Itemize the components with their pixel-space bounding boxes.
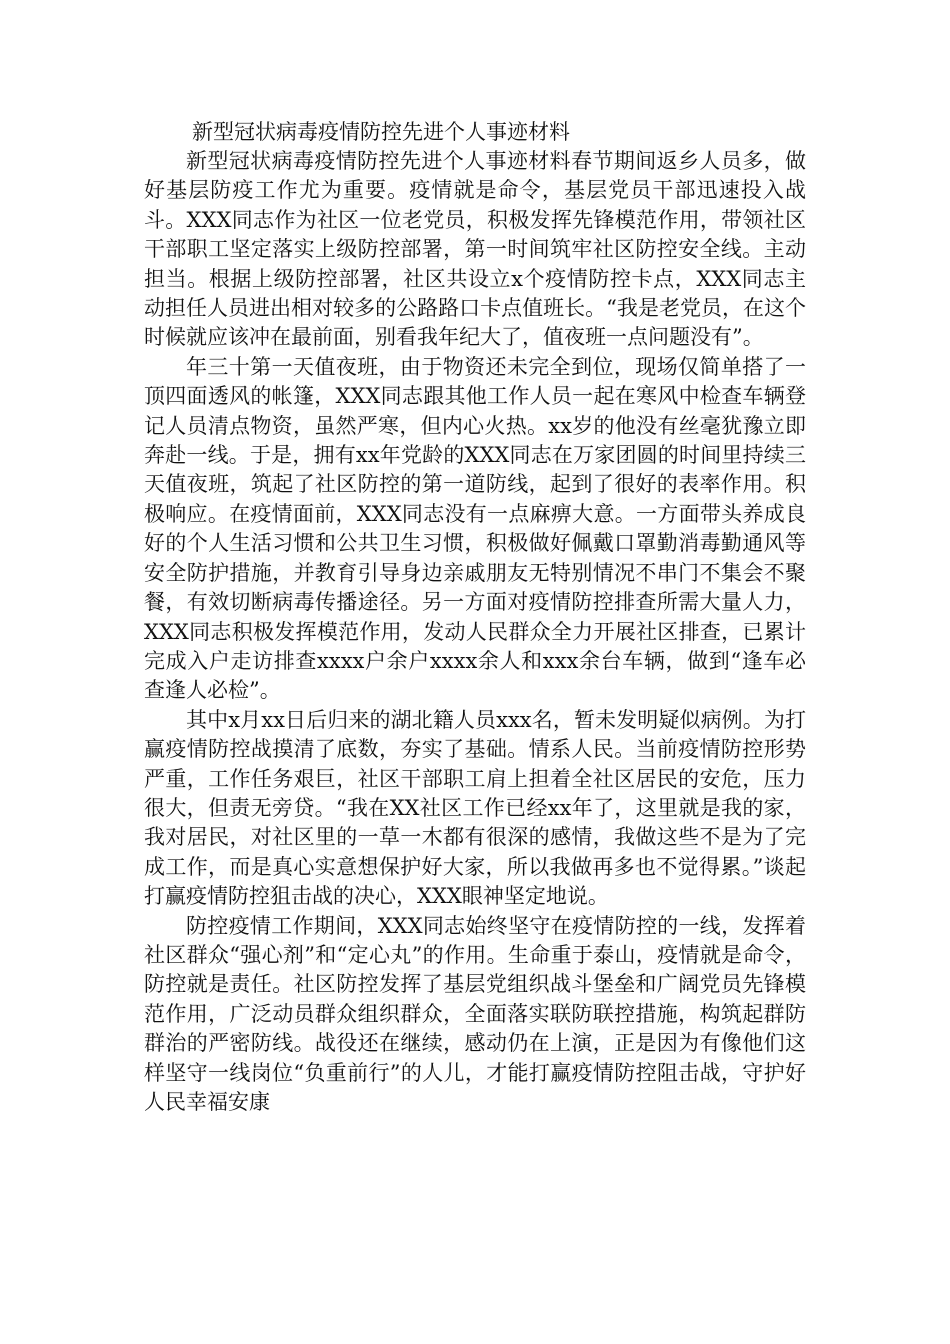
paragraph-4: 防控疫情工作期间，XXX同志始终坚守在疫情防控的一线，发挥着社区群众“强心剂”和“定心丸”的作用。生命重于泰山，疫情就是命令，防控就是责任。社区防控发挥了基层党组织战斗堡垒和广阔党员先锋模范作用，广泛动员群众组织群众，全面落实联防联控措施，构筑起群防群治的严密防线。战役还在继续，感动仍在上演，正是因为有像他们这样坚守一线岗位“负重前行”的人儿，才能打赢疫情防控阻击战，守护好人民幸福安康	[144, 913, 806, 1114]
paragraph-1: 新型冠状病毒疫情防控先进个人事迹材料春节期间返乡人员多，做好基层防疫工作尤为重要。疫情就是命令，基层党员干部迅速投入战斗。XXX同志作为社区一位老党员，积极发挥先锋模范作用，带领社区干部职工坚定落实上级防控部署，第一时间筑牢社区防控安全线。主动担当。根据上级防控部署，社区共设立x个疫情防控卡点，XXX同志主动担任人员进出相对较多的公路路口卡点值班长。“我是老党员，在这个时候就应该冲在最前面，别看我年纪大了，值夜班一点问题没有”。	[144, 149, 806, 350]
document-page	[144, 118, 806, 1117]
paragraph-3: 其中x月xx日后归来的湖北籍人员xxx名，暂未发明疑似病例。为打赢疫情防控战摸清了底数，夯实了基础。情系人民。当前疫情防控形势严重，工作任务艰巨，社区干部职工肩上担着全社区居民的安危，压力很大，但责无旁贷。“我在XX社区工作已经xx年了，这里就是我的家，我对居民，对社区里的一草一木都有很深的感情，我做这些不是为了完成工作，而是真心实意想保护好大家，所以我做再多也不觉得累。”谈起打赢疫情防控狙击战的决心，XXX眼神坚定地说。	[144, 707, 806, 909]
paragraph-2: 年三十第一天值夜班，由于物资还未完全到位，现场仅简单搭了一顶四面透风的帐篷，XXX同志跟其他工作人员一起在寒风中检查车辆登记人员清点物资，虽然严寒，但内心火热。xx岁的他没有丝毫犹豫立即奔赴一线。于是，拥有xx年党龄的XXX同志在万家团圆的时间里持续三天值夜班，筑起了社区防控的第一道防线，起到了很好的表率作用。积极响应。在疫情面前，XXX同志没有一点麻痹大意。一方面带头养成良好的个人生活习惯和公共卫生习惯，积极做好佩戴口罩勤消毒勤通风等安全防护措施，并教育引导身边亲戚朋友无特别情况不串门不集会不聚餐，有效切断病毒传播途径。另一方面对疫情防控排查所需大量人力，XXX同志积极发挥模范作用，发动人民群众全力开展社区排查，已累计完成入户走访排查xxxx户余户xxxx余人和xxx余台车辆，做到“逢车必查逢人必检”。	[144, 354, 806, 703]
document-title: 新型冠状病毒疫情防控先进个人事迹材料	[192, 120, 570, 144]
